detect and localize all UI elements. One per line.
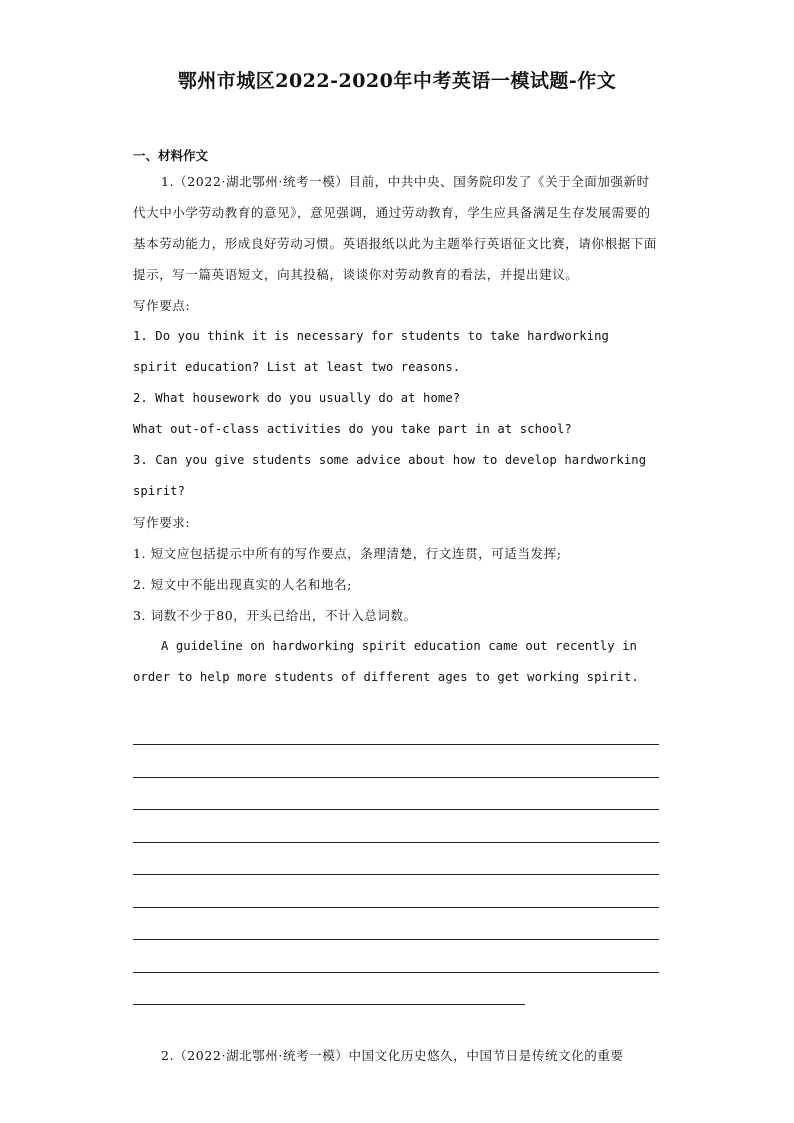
answer-line[interactable] bbox=[133, 809, 659, 810]
writing-requirements-heading: 写作要求: bbox=[133, 515, 191, 530]
requirement-1: 1. 短文应包括提示中所有的写作要点，条理清楚，行文连贯，可适当发挥; bbox=[133, 546, 562, 561]
question-1 bbox=[133, 166, 659, 693]
essay-opening: A guideline on hardworking spirit education came out recently in order to help more students of different ages to get working spirit. bbox=[133, 639, 639, 684]
requirement-2: 2. 短文中不能出现真实的人名和地名; bbox=[133, 577, 353, 592]
question-2-stem: 2.（2022·湖北鄂州·统考一模）中国文化历史悠久，中国节日是传统文化的重要 bbox=[161, 1048, 624, 1063]
answer-line[interactable] bbox=[133, 972, 659, 973]
answer-line[interactable] bbox=[133, 939, 659, 940]
answer-line[interactable] bbox=[133, 874, 659, 875]
answer-line[interactable] bbox=[133, 907, 659, 908]
page-title: 鄂州市城区2022-2020年中考英语一模试题-作文 bbox=[177, 70, 617, 92]
writing-point-2: 2. What housework do you usually do at home? bbox=[133, 391, 461, 405]
question-1-stem: 1.（2022·湖北鄂州·统考一模）目前，中共中央、国务院印发了《关于全面加强新时代大中小学劳动教育的意见》，意见强调，通过劳动教育，学生应具备满足生存发展需要的基本劳动能力，形成良好劳动习惯。英语报纸以此为主题举行英语征文比赛，请你根据下面提示，写一篇英语短文，向其投稿，谈谈你对劳动教育的看法，并提出建议。 bbox=[133, 174, 658, 282]
answer-line-last[interactable] bbox=[133, 1004, 525, 1005]
writing-point-3: 3. Can you give students some advice about how to develop hardworking spirit? bbox=[133, 453, 647, 498]
answer-lines[interactable] bbox=[133, 744, 659, 1037]
section-heading: 一、材料作文 bbox=[133, 148, 209, 163]
writing-points-heading: 写作要点: bbox=[133, 298, 191, 313]
requirement-3: 3. 词数不少于80，开头已给出，不计入总词数。 bbox=[133, 608, 417, 623]
writing-point-2b: What out-of-class activities do you take part in at school? bbox=[133, 422, 572, 436]
writing-point-1: 1. Do you think it is necessary for students to take hardworking spirit education? List at least two reasons. bbox=[133, 329, 609, 374]
answer-line[interactable] bbox=[133, 777, 659, 778]
answer-line[interactable] bbox=[133, 744, 659, 745]
answer-line[interactable] bbox=[133, 842, 659, 843]
